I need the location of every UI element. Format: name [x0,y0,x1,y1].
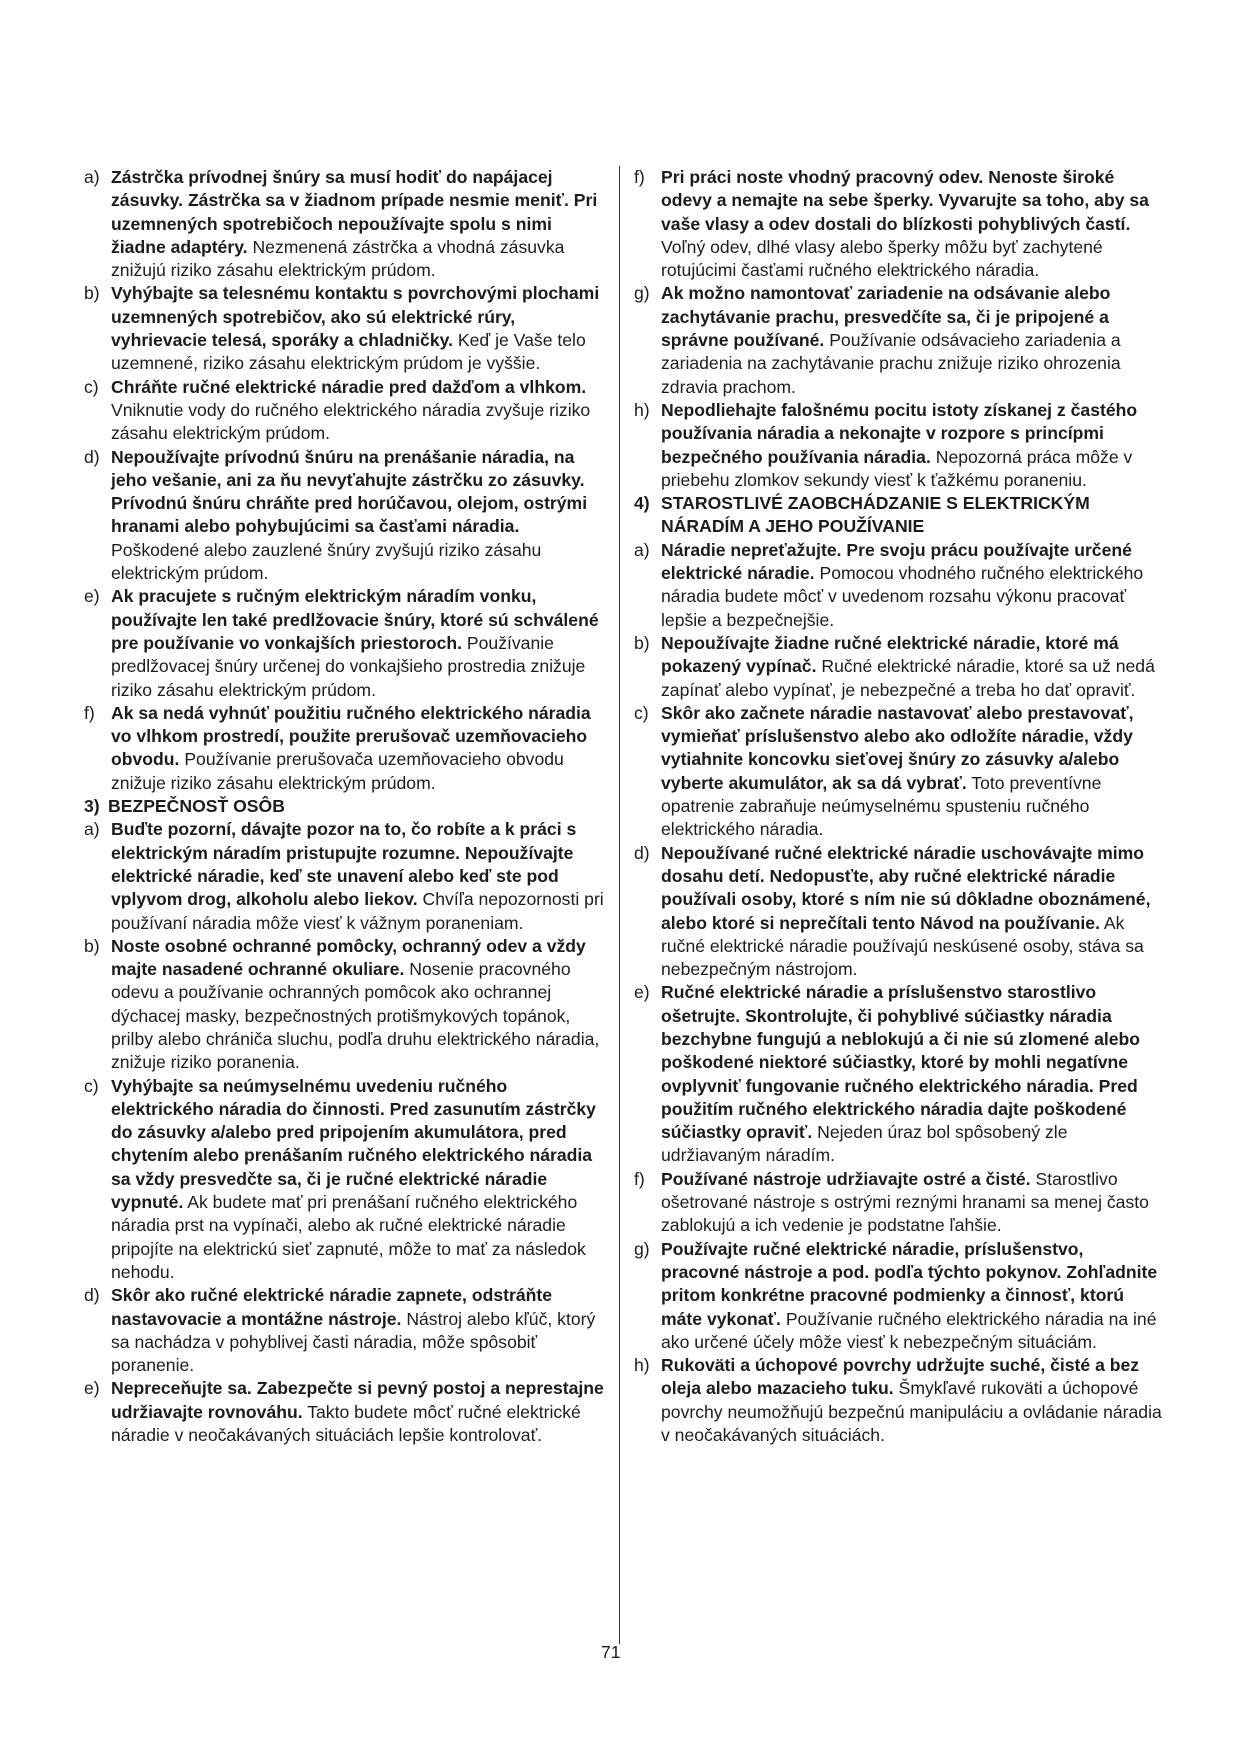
item-normal-text: Pomocou vhodného ručného elektrického náradia budete môcť v uvedenom rozsahu výkonu pracovať lepšie a bezpečnejšie. [661,563,1144,630]
item-normal-text: Voľný odev, dlhé vlasy alebo šperky môžu byť zachytené rotujúcimi časťami ručného elektrického náradia. [661,236,1103,281]
item-bold-text: Vyhýbajte sa telesnému kontaktu s povrchovými plochami uzemnených spotrebičov, ako sú elektrické rúry, vyhrievacie telesá, sporáky a chladničky. [111,283,600,351]
item-label: d) [84,446,100,467]
item-normal-text: Ručné elektrické náradie, ktoré sa už nedá zapínať alebo vypínať, je nebezpečné a treba ho dať opraviť. [661,656,1155,700]
section-number: 4) [634,493,650,514]
section-title: STAROSTLIVÉ ZAOBCHÁDZANIE S ELEKTRICKÝM NÁRADÍM A JEHO POUŽÍVANIE [661,493,1090,537]
item-bold-text: Zástrčka prívodnej šnúry sa musí hodiť do napájacej zásuvky. Zástrčka sa v žiadnom prípade nesmie meniť. Pri uzemnených spotrebičoch nepoužívajte spolu s nimi žiadne adaptéry. [111,167,598,257]
list-item [634,702,1164,842]
item-bold-text: Ak pracujete s ručným elektrickým náradím vonku, používajte len také predlžovacie šnúry, ktoré sú schválené pre používanie vo vonkajších priestoroch. [111,586,599,653]
item-bold-text: Ak sa nedá vyhnúť použitiu ručného elektrického náradia vo vlhkom prostredí, použite prerušovač uzemňovacieho obvodu. [111,702,591,770]
list-item [84,1075,609,1285]
item-normal-text: Ak ručné elektrické náradie používajú neskúsené osoby, stáva sa nebezpečným nástrojom. [661,912,1144,980]
item-label: a) [84,819,100,840]
list-item [634,539,1164,632]
item-label: f) [634,167,645,187]
list-item [84,376,609,446]
item-normal-text: Nezmenená zástrčka a vhodná zásuvka znižujú riziko zásahu elektrickým prúdom. [111,236,565,281]
item-bold-text: Náradie nepreťažujte. Pre svoju prácu používajte určené elektrické náradie. [661,539,1132,584]
item-normal-text: Toto preventívne opatrenie zabraňuje neúmyselnému spusteniu ručného elektrického náradia. [661,772,1102,840]
item-normal-text: Nástroj alebo kľúč, ktorý sa nachádza v pohyblivej časti náradia, môže spôsobiť poranenie. [111,1308,596,1376]
item-label: e) [84,586,100,607]
item-normal-text: Takto budete môcť ručné elektrické náradie v neočakávaných situáciách lepšie kontrolovať. [111,1401,581,1446]
item-label: c) [634,702,649,723]
item-label: e) [84,1378,100,1399]
right-items-after [634,539,1164,1448]
item-normal-text: Nejeden úraz bol spôsobený zle udržiavaným náradím. [661,1122,1068,1166]
item-label: b) [84,935,100,956]
item-label: h) [634,1355,650,1376]
item-label: d) [84,1285,100,1306]
list-item [634,981,1164,1167]
item-label: c) [84,376,99,397]
item-label: a) [84,167,100,187]
item-normal-text: Používanie predlžovacej šnúry určenej do vonkajšieho prostredia znižuje riziko zásahu elektrickým prúdom. [111,632,586,700]
item-normal-text: Poškodené alebo zauzlené šnúry zvyšujú riziko zásahu elektrickým prúdom. [111,539,542,584]
item-bold-text: Ak možno namontovať zariadenie na odsávanie alebo zachytávanie prachu, presvedčíte sa, či je pripojené a správne používané. [661,283,1111,351]
item-bold-text: Vyhýbajte sa neúmyselnému uvedeniu ručného elektrického náradia do činnosti. Pred zasunutím zástrčky do zásuvky a/alebo pred pripojením akumulátora, pred chytením alebo prenášaním ručného elektrického náradia sa vždy presvedčte sa, či je ručné elektrické náradie vypnuté. [111,1075,596,1213]
item-bold-text: Rukoväti a úchopové povrchy udržujte suché, čisté a bez oleja alebo mazacieho tuku. [661,1355,1140,1399]
left-items-before [84,166,609,795]
list-item [84,585,609,701]
list-item [84,1377,609,1447]
item-normal-text: Šmykľavé rukoväti a úchopové povrchy neumožňujú bezpečnú manipuláciu a ovládanie náradia v neočakávaných situáciách. [661,1378,1162,1446]
item-normal-text: Starostlivo ošetrované nástroje s ostrými reznými hranami sa menej často zablokujú a ich vedenie je podstatne ľahšie. [661,1168,1149,1236]
item-bold-text: Používané nástroje udržiavajte ostré a čisté. [661,1168,1031,1189]
item-label: h) [634,399,650,420]
item-normal-text: Ak budete mať pri prenášaní ručného elektrického náradia prst na vypínači, alebo ak ručné elektrické náradie pripojíte na elektrickú sieť zapnuté, môže to mať za následok nehodu. [111,1192,586,1282]
item-normal-text: Keď je Vaše telo uzemnené, riziko zásahu elektrickým prúdom je vyššie. [111,330,586,374]
item-label: b) [84,283,100,304]
item-label: g) [634,283,650,304]
list-item [634,1354,1164,1447]
list-item [84,702,609,795]
section-number: 3) [84,796,100,817]
section-title: BEZPEČNOSŤ OSÔB [108,796,285,817]
item-bold-text: Pri práci noste vhodný pracovný odev. Nenoste široké odevy a nemajte na sebe šperky. Vyvarujte sa toho, aby sa vaše vlasy a odev dostali do blízkosti pohyblivých častí. [661,167,1149,234]
list-item [634,166,1164,282]
item-bold-text: Skôr ako ručné elektrické náradie zapnete, odstráňte nastavovacie a montážne nástroje. [111,1285,552,1329]
section-heading-4 [634,492,1164,539]
item-label: d) [634,842,650,863]
item-normal-text: Nosenie pracovného odevu a používanie ochranných pomôcok ako ochrannej dýchacej masky, bezpečnostných protišmykových topánok, prilby alebo chrániča sluchu, podľa druhu elektrického náradia, znižuje riziko poranenia. [111,959,600,1073]
left-items-after [84,818,609,1447]
list-item [84,818,609,934]
item-normal-text: Používanie ručného elektrického náradia na iné ako určené účely môže viesť k nebezpečným situáciám. [661,1308,1157,1352]
list-item [634,632,1164,702]
right-column [634,166,1164,1447]
section-heading-3 [84,795,609,818]
list-item [84,446,609,586]
item-bold-text: Chráňte ručné elektrické náradie pred dažďom a vlhkom. [111,376,587,397]
list-item [634,282,1164,398]
right-items-before [634,166,1164,492]
list-item [634,1238,1164,1354]
page-number: 71 [601,1642,621,1662]
list-item [634,842,1164,982]
list-item [634,399,1164,492]
item-bold-text: Nepodliehajte falošnému pocitu istoty získanej z častého používania náradia a nekonajte v rozpore s princípmi bezpečného používania náradia. [661,399,1138,467]
item-bold-text: Buďte pozorní, dávajte pozor na to, čo robíte a k práci s elektrickým náradím pristupujte rozumne. Nepoužívajte elektrické náradie, keď ste unavení alebo keď ste pod vplyvom drog, alkoholu alebo liekov. [111,819,577,910]
item-bold-text: Nepreceňujte sa. Zabezpečte si pevný postoj a neprestajne udržiavajte rovnováhu. [111,1378,604,1422]
list-item [84,166,609,282]
item-normal-text: Vniknutie vody do ručného elektrického náradia zvyšuje riziko zásahu elektrickým prúdom. [111,399,591,444]
item-bold-text: Nepoužívajte prívodnú šnúru na prenášanie náradia, na jeho vešanie, ani za ňu nevyťahujte zástrčku zo zásuvky. Prívodnú šnúru chráňte pred horúčavou, olejom, ostrými hranami alebo pohybujúcimi sa časťami náradia. [111,446,588,537]
column-divider [619,166,620,1644]
item-normal-text: Chvíľa nepozornosti pri používaní náradia môže viesť k vážnym poraneniam. [111,889,604,933]
item-label: g) [634,1238,650,1259]
item-bold-text: Skôr ako začnete náradie nastavovať alebo prestavovať, vymieňať príslušenstvo alebo ako odložíte náradie, vždy vytiahnite koncovku sieťovej šnúry zo zásuvky a/alebo vyberte akumulátor, ak sa dá vybrať. [661,702,1134,793]
list-item [84,935,609,1075]
item-normal-text: Používanie odsávacieho zariadenia a zariadenia na zachytávanie prachu znižuje riziko ohrozenia zdravia prachom. [661,330,1121,397]
item-bold-text: Ručné elektrické náradie a príslušenstvo starostlivo ošetrujte. Skontrolujte, či pohyblivé súčiastky náradia bezchybne fungujú a neblokujú a či nie sú zlomené alebo poškodené niektoré súčiastky, ktoré by mohli negatívne ovplyvniť fungovanie ručného elektrického náradia. Pred použitím ručného elektrického náradia dajte poškodené súčiastky opraviť. [661,982,1141,1143]
item-bold-text: Používajte ručné elektrické náradie, príslušenstvo, pracovné nástroje a pod. podľa týchto pokynov. Zohľadnite pritom konkrétne pracovné podmienky a činnosť, ktorú máte vykonať. [661,1238,1158,1329]
item-normal-text: Používanie prerušovača uzemňovacieho obvodu znižuje riziko zásahu elektrickým prúdom. [111,749,564,793]
left-column [84,166,609,1447]
item-normal-text: Nepozorná práca môže v priebehu zlomkov sekundy viesť k ťažkému poraneniu. [661,446,1133,490]
item-bold-text: Nepoužívajte žiadne ručné elektrické náradie, ktoré má pokazený vypínač. [661,632,1119,677]
list-item [634,1168,1164,1238]
list-item [84,282,609,375]
item-label: f) [84,702,95,723]
item-label: c) [84,1075,99,1096]
item-label: b) [634,632,650,653]
item-label: a) [634,539,650,560]
item-bold-text: Nepoužívané ručné elektrické náradie uschovávajte mimo dosahu detí. Nedopusťte, aby ručné elektrické náradie používali osoby, ktoré s ním nie sú dôkladne oboznámené, alebo ktoré si neprečítali tento Návod na používanie. [661,842,1151,933]
item-bold-text: Noste osobné ochranné pomôcky, ochranný odev a vždy majte nasadené ochranné okuliare. [111,935,586,980]
list-item [84,1284,609,1377]
item-label: e) [634,982,650,1003]
item-label: f) [634,1168,645,1189]
